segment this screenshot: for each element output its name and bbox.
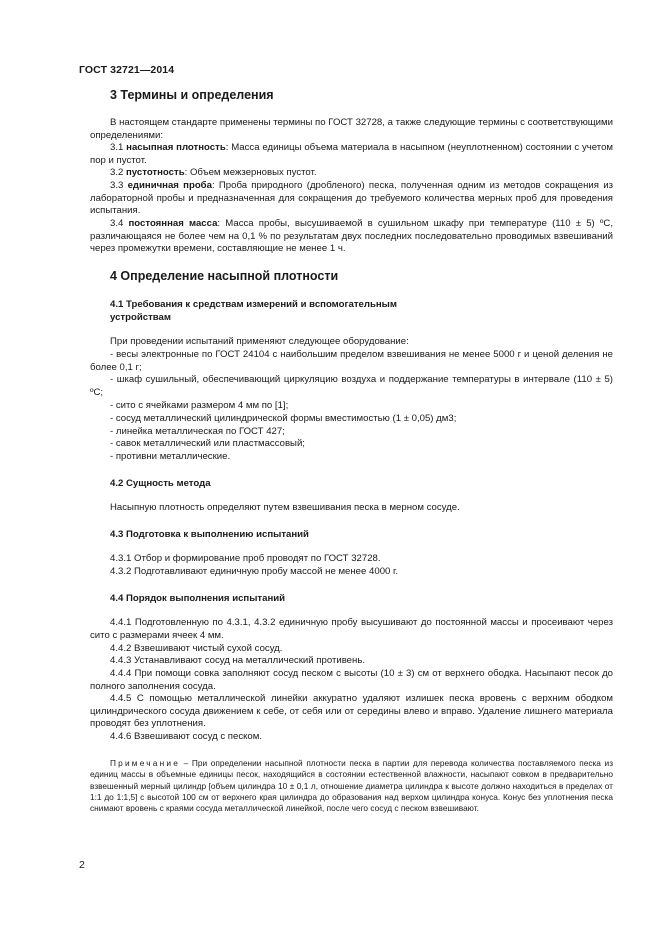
paragraph-4-4-4: 4.4.4 При помощи совка заполняют сосуд песком с высоты (10 ± 3) см от верхнего ободка. Насыпают песок до полного заполнения сосуда. — [90, 668, 613, 692]
subsection-4-2-text: Насыпную плотность определяют путем взвешивания песка в мерном сосуде. — [110, 502, 460, 513]
paragraph-4-3-2: 4.3.2 Подготавливают единичную пробу массой не менее 4000 г. — [110, 566, 399, 577]
paragraph-4-4-5: 4.4.5 С помощью металлической линейки аккуратно удаляют излишек песка вровень с верхним ободком цилиндрического сосуда движением к себе, от себя или от середины влево и вправо. Удаление лишнего материала проводят без уплотнения. — [90, 693, 613, 730]
subsection-4-1-title-line2: устройствам — [110, 312, 171, 323]
term-3-1-number: 3.1 — [110, 142, 127, 153]
subsection-4-1-title — [110, 298, 397, 324]
subsection-4-3-title: 4.3 Подготовка к выполнению испытаний — [110, 529, 309, 540]
term-3-4 — [90, 218, 613, 256]
paragraph-4-4-3: 4.4.3 Устанавливают сосуд на металлический противень. — [110, 655, 365, 666]
paragraph-4-4-6: 4.4.6 Взвешивают сосуд с песком. — [110, 731, 263, 742]
term-3-2-term: пустотность — [126, 167, 185, 178]
paragraph-4-4-2: 4.4.2 Взвешивают чистый сухой сосуд. — [110, 643, 283, 654]
equipment-item: - сосуд металлический цилиндрической формы вместимостью (1 ± 0,05) дм3; — [110, 413, 457, 424]
equipment-item: - шкаф сушильный, обеспечивающий циркуляцию воздуха и поддержание температуры в интервале (110 ± 5) ºС; — [90, 374, 613, 398]
term-3-4-number: 3.4 — [110, 218, 129, 229]
term-3-3-definition: : Проба природного (дробленого) песка, полученная одним из методов сокращения из лабораторной пробы и предназначенная для сокращения до требуемого количества мерных проб для проведения испытания. — [90, 180, 613, 217]
section-3-intro: В настоящем стандарте применены термины по ГОСТ 32728, а также следующие термины с соответствующими определениями: — [90, 117, 613, 141]
subsection-4-2-title: 4.2 Сущность метода — [110, 478, 211, 489]
equipment-item: - савок металлический или пластмассовый; — [110, 438, 305, 449]
section-3-title: 3 Термины и определения — [110, 88, 274, 102]
term-3-2-definition: : Объем межзерновых пустот. — [184, 167, 317, 178]
section-4-title: 4 Определение насыпной плотности — [110, 269, 339, 283]
note — [90, 758, 613, 814]
term-3-2-number: 3.2 — [110, 167, 127, 178]
equipment-item: - весы электронные по ГОСТ 24104 с наибольшим пределом взвешивания не менее 5000 г и ценой деления не более 0,1 г; — [90, 349, 613, 373]
equipment-intro: При проведении испытаний применяют следующее оборудование: — [110, 336, 409, 347]
equipment-item: - противни металлические. — [110, 451, 231, 462]
term-3-3-term: единичная проба — [127, 180, 212, 191]
note-label: Примечание — [110, 758, 181, 768]
equipment-item: - сито с ячейками размером 4 мм по [1]; — [110, 400, 289, 411]
equipment-item: - линейка металлическая по ГОСТ 427; — [110, 426, 285, 437]
term-3-1 — [90, 142, 613, 167]
term-3-3 — [90, 180, 613, 218]
term-3-3-number: 3.3 — [110, 180, 128, 191]
document-header: ГОСТ 32721—2014 — [79, 64, 175, 76]
paragraph-4-3-1: 4.3.1 Отбор и формирование проб проводят по ГОСТ 32728. — [110, 553, 381, 564]
note-text: – При определении насыпной плотности песка в партии для перевода количества поставляемого песка из единиц массы в объемные единицы песок, находящийся в состоянии естественной влажности, насыпают совком в предварительно взвешенный мерный цилиндр [объем цилиндра 10 ± 0,1 л, отношение диаметра цилиндра к высоте должно находиться в пределах от 1:1 до 1:1,5] с высотой 100 см от верхнего края цилиндра до образования над верхом цилиндра конуса. Конус без уплотнения песка снимают вровень с краями сосуда металлической линейкой, после чего сосуд с песком взвешивают. — [90, 758, 613, 814]
paragraph-4-4-1: 4.4.1 Подготовленную по 4.3.1, 4.3.2 единичную пробу высушивают до постоянной массы и просеивают через сито с размерами ячеек 4 мм. — [90, 617, 613, 641]
term-3-1-term: насыпная плотность — [126, 142, 226, 153]
subsection-4-1-title-line1: 4.1 Требования к средствам измерений и вспомогательным — [110, 299, 397, 310]
page-number: 2 — [79, 859, 85, 871]
subsection-4-4-title: 4.4 Порядок выполнения испытаний — [110, 593, 286, 604]
term-3-2 — [90, 167, 613, 180]
term-3-1-definition: : Масса единицы объема материала в насыпном (неуплотненном) состоянии с учетом пор и пустот. — [90, 142, 613, 166]
term-3-4-definition: : Масса пробы, высушиваемой в сушильном шкафу при температуре (110 ± 5) ºС, различающаяся не более чем на 0,1 % по результатам двух последних последовательно проводимых взвешиваний через промежутки времени, составляющие не менее 1 ч. — [90, 218, 613, 255]
term-3-4-term: постоянная масса — [128, 218, 218, 229]
